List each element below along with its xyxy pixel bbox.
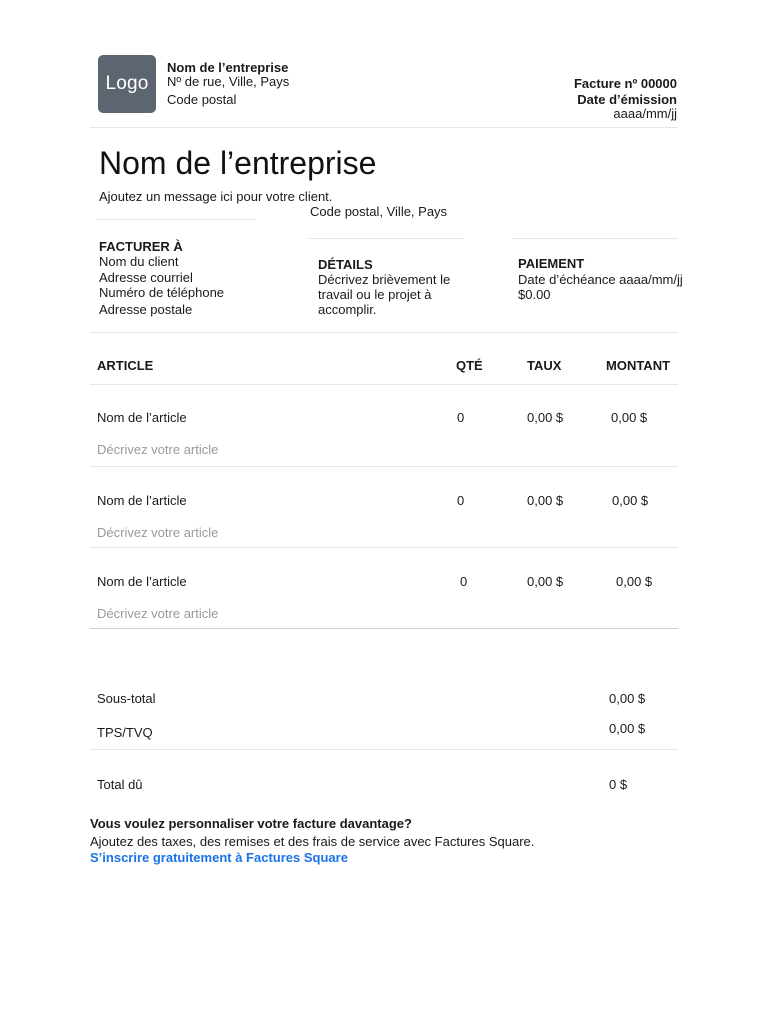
column-header-amount: MONTANT <box>606 358 671 373</box>
section-divider <box>90 332 678 333</box>
page-title: Nom de l’entreprise <box>99 145 377 181</box>
bill-to-postal-address: Adresse postale <box>99 302 193 317</box>
promo-text: Ajoutez des taxes, des remises et des frais de service avec Factures Square. <box>90 834 535 849</box>
subtotal-label: Sous-total <box>97 691 156 706</box>
column-header-qty: QTÉ <box>456 358 483 373</box>
column-header-rate: TAUX <box>527 358 562 373</box>
invoice-number: Facture nº 00000 <box>573 76 677 91</box>
payment-amount: $0.00 <box>518 287 551 302</box>
tax-label: TPS/TVQ <box>97 725 153 740</box>
column-header-article: ARTICLE <box>97 358 154 373</box>
totals-divider <box>90 749 678 750</box>
item-amount: 0,00 $ <box>611 410 648 425</box>
header-street-line: Nº de rue, Ville, Pays <box>167 74 290 89</box>
company-address-line: Code postal, Ville, Pays <box>310 204 448 219</box>
payment-heading: PAIEMENT <box>518 256 585 271</box>
bill-to-heading: FACTURER À <box>99 239 183 254</box>
client-message: Ajoutez un message ici pour votre client. <box>99 189 333 204</box>
total-due-label: Total dû <box>97 777 143 792</box>
issue-date-label: Date d’émission <box>577 92 677 107</box>
message-divider <box>96 219 256 220</box>
item-qty: 0 <box>460 574 468 589</box>
signup-link[interactable]: S’inscrire gratuitement à Factures Square <box>90 850 348 865</box>
item-name: Nom de l’article <box>97 410 187 425</box>
subtotal-value: 0,00 $ <box>609 691 646 706</box>
payment-top-divider <box>512 238 678 239</box>
table-header-divider <box>90 384 678 385</box>
table-bottom-divider <box>90 628 678 629</box>
item-description: Décrivez votre article <box>97 442 219 457</box>
row-divider <box>90 547 678 548</box>
issue-date-value: aaaa/mm/jj <box>613 106 677 121</box>
item-name: Nom de l’article <box>97 493 187 508</box>
item-qty: 0 <box>457 493 465 508</box>
payment-due-date: Date d’échéance aaaa/mm/jj <box>518 272 683 287</box>
item-description: Décrivez votre article <box>97 525 219 540</box>
company-logo: Logo <box>98 55 156 113</box>
details-line-2: travail ou le projet à <box>318 287 432 302</box>
details-top-divider <box>308 238 464 239</box>
promo-heading: Vous voulez personnaliser votre facture davantage? <box>90 816 412 831</box>
details-line-3: accomplir. <box>318 302 377 317</box>
row-divider <box>90 466 678 467</box>
details-heading: DÉTAILS <box>318 257 373 272</box>
item-rate: 0,00 $ <box>527 574 564 589</box>
item-rate: 0,00 $ <box>527 493 564 508</box>
item-amount: 0,00 $ <box>612 493 649 508</box>
item-rate: 0,00 $ <box>527 410 564 425</box>
item-qty: 0 <box>457 410 465 425</box>
details-line-1: Décrivez brièvement le <box>318 272 451 287</box>
header-divider <box>90 127 678 128</box>
tax-value: 0,00 $ <box>609 721 646 736</box>
item-name: Nom de l’article <box>97 574 187 589</box>
bill-to-phone: Numéro de téléphone <box>99 285 225 300</box>
bill-to-email: Adresse courriel <box>99 270 193 285</box>
header-company-name: Nom de l’entreprise <box>167 60 289 75</box>
total-due-value: 0 $ <box>609 777 628 792</box>
header-postal-code: Code postal <box>167 92 237 107</box>
bill-to-client-name: Nom du client <box>99 254 179 269</box>
item-description: Décrivez votre article <box>97 606 219 621</box>
item-amount: 0,00 $ <box>616 574 653 589</box>
